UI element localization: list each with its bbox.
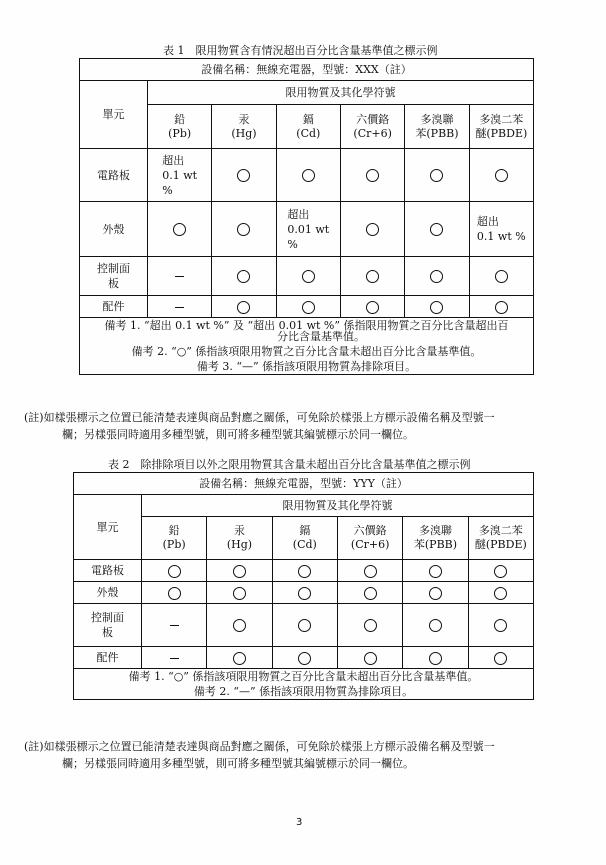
circle-glyph (377, 585, 378, 586)
table-row (74, 582, 534, 604)
table1-cell (469, 149, 533, 202)
circle-icon (298, 587, 311, 600)
circle-glyph (377, 618, 378, 619)
circle-icon (429, 587, 442, 600)
circle-glyph (379, 222, 380, 223)
note1 (24, 409, 594, 443)
circle-glyph (246, 650, 247, 651)
table1-remark-line: 分比含量基準值。 (277, 330, 365, 343)
circle-glyph (315, 299, 316, 300)
circle-glyph (443, 168, 444, 169)
table1-substance-symbol: (Pb) (168, 126, 192, 140)
circle-icon (233, 652, 246, 665)
circle-icon (429, 652, 442, 665)
table2-cell (468, 647, 533, 669)
circle-icon (494, 587, 507, 600)
table2-cell (337, 647, 402, 669)
circle-icon (168, 587, 181, 600)
circle-icon (495, 169, 508, 182)
table-row (74, 647, 534, 669)
circle-glyph (507, 650, 508, 651)
table2-cell (207, 604, 272, 647)
circle-icon (430, 301, 443, 314)
table1-caption: 表 1 限用物質含有情況超出百分比含量基準值之標示例 (163, 44, 438, 57)
circle-glyph (443, 299, 444, 300)
table1-cell (148, 296, 212, 318)
dash-icon (170, 625, 179, 626)
note1-line2: 欄；另樣張同時適用多種型號，則可將多種型號其編號標示於同一欄位。 (62, 428, 414, 441)
table1-cell (469, 202, 533, 257)
table1-substance-name: 六價鉻 (356, 112, 390, 126)
table2-substance-0 (142, 517, 207, 560)
table2-substance-name: 多溴聯 (418, 524, 452, 537)
table1-unit-header: 單元 (80, 81, 148, 149)
table2-cell (207, 582, 272, 604)
table1-cell (469, 257, 533, 296)
table1-cell (148, 202, 212, 257)
circle-glyph (379, 168, 380, 169)
table1-unit-label: 控制面 板 (80, 257, 148, 296)
circle-icon (430, 270, 443, 283)
circle-glyph (311, 563, 312, 564)
circle-glyph (442, 585, 443, 586)
table1-cell (276, 149, 340, 202)
note1-line1: (註)如樣張標示之位置已能清楚表達與商品對應之關係，可免除於樣張上方標示設備名稱及型號一 (24, 411, 495, 424)
circle-icon (237, 223, 250, 236)
circle-icon (168, 565, 181, 578)
circle-icon (366, 301, 379, 314)
table1-substance-5 (469, 105, 533, 149)
table2-unit-label: 外殼 (74, 582, 142, 604)
table1-remark-line: 備考 3. “—” 係指該項限用物質為排除項目。 (196, 360, 417, 373)
table1-cell (148, 257, 212, 296)
table2-cell (403, 647, 468, 669)
table2-remark-line: 備考 2. “—” 係指該項限用物質為排除項目。 (193, 685, 414, 698)
circle-glyph (379, 269, 380, 270)
circle-icon (364, 652, 377, 665)
table1-substance-name: 多溴聯 (420, 112, 454, 126)
exceeds-text: 超出 0.1 wt % (162, 153, 198, 197)
circle-glyph (186, 222, 187, 223)
circle-icon (494, 619, 507, 632)
circle-icon (298, 565, 311, 578)
table1-substance-name: 鎘 (302, 112, 314, 126)
table1-substance-symbol: (Hg) (231, 126, 257, 140)
circle-glyph (315, 168, 316, 169)
table2-remarks (74, 669, 534, 700)
table1-substance-symbol: (Cd) (296, 126, 321, 140)
table1-group-header: 限用物質及其化學符號 (148, 81, 534, 105)
circle-icon (298, 652, 311, 665)
table1-substance-name: 鉛 (174, 112, 186, 126)
table1-cell (276, 257, 340, 296)
circle-glyph (250, 168, 251, 169)
table1-substance-name: 汞 (238, 112, 250, 126)
circle-glyph (181, 585, 182, 586)
table2-cell (207, 647, 272, 669)
table2-cell (142, 560, 207, 582)
table1-substance-symbol: 苯(PBB) (415, 126, 459, 140)
table2-cell (142, 582, 207, 604)
circle-glyph (508, 269, 509, 270)
exceeds-text: 超出 0.01 wt % (287, 207, 330, 251)
circle-glyph (443, 269, 444, 270)
table1-cell (405, 149, 469, 202)
circle-glyph (379, 299, 380, 300)
circle-glyph (311, 618, 312, 619)
table2-substance-symbol: 苯(PBB) (413, 538, 458, 551)
table-row (80, 257, 534, 296)
table2-remark-line: 備考 1. “○” 係指該項限用物質之百分比含量未超出百分比含量基準值。 (128, 670, 479, 683)
table2-cell (272, 647, 337, 669)
table2-substance-name: 鎘 (299, 524, 311, 537)
table1-remark-line: 備考 2. “○” 係指該項限用物質之百分比含量未超出百分比含量基準值。 (131, 345, 482, 358)
page-number: 3 (296, 817, 303, 828)
circle-glyph (442, 618, 443, 619)
circle-icon (364, 587, 377, 600)
table1-cell (212, 257, 276, 296)
circle-icon (366, 270, 379, 283)
table2-group-header: 限用物質及其化學符號 (142, 495, 534, 517)
circle-icon (302, 169, 315, 182)
table2-substance-name: 六價鉻 (353, 524, 387, 537)
table2-substance-2 (272, 517, 337, 560)
table2-cell (468, 582, 533, 604)
circle-icon (494, 565, 507, 578)
table2-caption: 表 2 除排除項目以外之限用物質其含量未超出百分比含量基準值之標示例 (108, 458, 471, 471)
circle-icon (237, 270, 250, 283)
table-row (80, 296, 534, 318)
table2-cell (403, 560, 468, 582)
dash-mark (184, 269, 185, 270)
circle-glyph (377, 563, 378, 564)
table2-cell (403, 582, 468, 604)
table2-substance-name: 汞 (233, 524, 245, 537)
circle-icon (430, 223, 443, 236)
table1-cell (148, 149, 212, 202)
table2-cell (142, 604, 207, 647)
circle-icon (366, 169, 379, 182)
table2-unit-label: 控制面 板 (74, 604, 142, 647)
table2-cell (337, 604, 402, 647)
table2-substance-symbol: (Cr+6) (350, 538, 390, 551)
table1-device-line: 設備名稱：無線充電器，型號：XXX（註） (80, 59, 534, 81)
table-row (80, 202, 534, 257)
table2-substance-5 (468, 517, 533, 560)
circle-glyph (311, 585, 312, 586)
circle-glyph (246, 618, 247, 619)
table1-unit-label: 電路板 (80, 149, 148, 202)
table1-cell (405, 296, 469, 318)
table1-substance-4 (405, 105, 469, 149)
circle-icon (429, 619, 442, 632)
table1-cell (340, 202, 404, 257)
circle-glyph (442, 650, 443, 651)
circle-glyph (250, 299, 251, 300)
table2-device-line: 設備名稱：無線充電器，型號：YYY（註） (74, 473, 534, 495)
table2-cell (468, 604, 533, 647)
table2-cell (272, 560, 337, 582)
table1-cell (340, 257, 404, 296)
circle-glyph (250, 269, 251, 270)
table2-substance-name: 鉛 (168, 524, 180, 537)
circle-glyph (250, 222, 251, 223)
table2-substance-symbol: (Hg) (226, 538, 253, 551)
circle-icon (233, 565, 246, 578)
circle-icon (237, 169, 250, 182)
table2-cell (337, 582, 402, 604)
table-row (74, 604, 534, 647)
table1-remark-line: 備考 1. “超出 0.1 wt %” 及 “超出 0.01 wt %” 係指限用物質之百分比含量超出百 (104, 319, 509, 332)
table1-substance-name: 多溴二苯 (479, 112, 524, 126)
circle-icon (430, 169, 443, 182)
table1-cell (340, 296, 404, 318)
table1-remarks (80, 318, 534, 375)
table2-substance-4 (403, 517, 468, 560)
circle-glyph (311, 650, 312, 651)
table-row (74, 560, 534, 582)
circle-glyph (508, 299, 509, 300)
circle-icon (233, 587, 246, 600)
table2-cell (272, 582, 337, 604)
dash-icon (175, 307, 184, 308)
circle-glyph (181, 563, 182, 564)
table2-unit-label: 配件 (74, 647, 142, 669)
circle-icon (233, 619, 246, 632)
table2-substance-3 (337, 517, 402, 560)
table2-substance-symbol: 醚(PBDE) (474, 538, 527, 551)
table1-cell (469, 296, 533, 318)
table2-cell (207, 560, 272, 582)
circle-glyph (508, 168, 509, 169)
dash-icon (175, 276, 184, 277)
table2-substance-symbol: (Pb) (162, 538, 186, 551)
table2-cell (403, 604, 468, 647)
circle-glyph (507, 563, 508, 564)
circle-glyph (377, 650, 378, 651)
table1-cell (405, 202, 469, 257)
dash-mark (184, 299, 185, 300)
table1-substance-2 (276, 105, 340, 149)
table1-cell (276, 296, 340, 318)
circle-icon (302, 301, 315, 314)
circle-glyph (315, 269, 316, 270)
circle-icon (366, 223, 379, 236)
table1-substance-symbol: (Cr+6) (353, 126, 392, 140)
table2-unit-header: 單元 (74, 495, 142, 560)
table1 (79, 58, 534, 375)
table-row (80, 149, 534, 202)
table2-cell (272, 604, 337, 647)
circle-icon (364, 619, 377, 632)
table1-cell (212, 296, 276, 318)
table2 (73, 472, 534, 700)
table1-cell (340, 149, 404, 202)
dash-icon (170, 658, 179, 659)
table2-cell (142, 647, 207, 669)
table2-substance-name: 多溴二苯 (478, 524, 523, 537)
table1-substance-1 (212, 105, 276, 149)
table1-substance-symbol: 醚(PBDE) (475, 126, 528, 140)
table1-cell (212, 202, 276, 257)
circle-glyph (443, 222, 444, 223)
table2-cell (468, 560, 533, 582)
table2-substance-symbol: (Cd) (292, 538, 317, 551)
circle-glyph (246, 563, 247, 564)
circle-glyph (442, 563, 443, 564)
table2-cell (337, 560, 402, 582)
note2 (24, 738, 594, 772)
table2-unit-label: 電路板 (74, 560, 142, 582)
circle-icon (237, 301, 250, 314)
circle-icon (495, 270, 508, 283)
circle-glyph (507, 618, 508, 619)
circle-icon (495, 301, 508, 314)
exceeds-text: 超出 0.1 wt % (476, 215, 526, 243)
table1-cell (405, 257, 469, 296)
table1-substance-0 (148, 105, 212, 149)
circle-icon (173, 223, 186, 236)
circle-icon (302, 270, 315, 283)
circle-icon (298, 619, 311, 632)
table1-unit-label: 外殼 (80, 202, 148, 257)
dash-mark (179, 650, 180, 651)
table2-substance-1 (207, 517, 272, 560)
table1-cell (212, 149, 276, 202)
circle-icon (429, 565, 442, 578)
table1-cell (276, 202, 340, 257)
dash-mark (179, 618, 180, 619)
note2-line2: 欄；另樣張同時適用多種型號，則可將多種型號其編號標示於同一欄位。 (62, 757, 414, 770)
circle-glyph (507, 585, 508, 586)
table1-unit-label: 配件 (80, 296, 148, 318)
circle-icon (364, 565, 377, 578)
note2-line1: (註)如樣張標示之位置已能清楚表達與商品對應之關係，可免除於樣張上方標示設備名稱及型號一 (24, 740, 495, 753)
circle-glyph (246, 585, 247, 586)
table1-substance-3 (340, 105, 404, 149)
circle-icon (494, 652, 507, 665)
